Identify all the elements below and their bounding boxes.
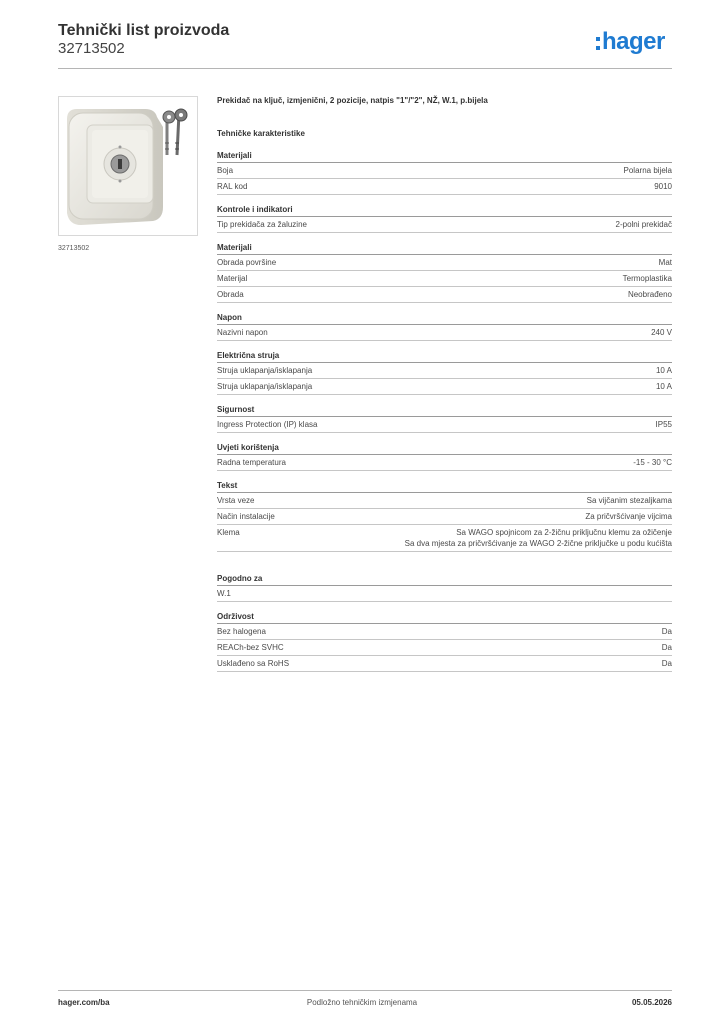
row-value: Mat — [658, 258, 672, 267]
group-title: Održivost — [217, 612, 672, 624]
footer-date: 05.05.2026 — [631, 998, 672, 1007]
product-description: Prekidač na ključ, izmjenični, 2 pozicije, natpis "1"/"2", NŽ, W.1, p.bijela — [217, 96, 488, 105]
row-value: -15 - 30 °C — [633, 458, 672, 467]
group-title: Pogodno za — [217, 574, 672, 586]
logo-dots-icon — [596, 37, 600, 55]
row-value: 9010 — [654, 182, 672, 191]
table-row — [217, 379, 672, 395]
row-value: Da — [661, 643, 672, 652]
table-row — [217, 217, 672, 233]
row-value: Neobrađeno — [627, 290, 672, 299]
group-operating-conditions — [217, 443, 672, 471]
row-label: Ingress Protection (IP) klasa — [217, 420, 318, 429]
group-title: Materijali — [217, 243, 672, 255]
header-divider — [58, 68, 672, 69]
group-text — [217, 481, 672, 552]
row-label: W.1 — [217, 589, 231, 598]
row-value: 10 A — [655, 366, 672, 375]
table-row — [217, 493, 672, 509]
row-label: Način instalacije — [217, 512, 275, 521]
row-label: Usklađeno sa RoHS — [217, 659, 290, 668]
table-row — [217, 179, 672, 195]
row-label: REACh-bez SVHC — [217, 643, 284, 652]
group-title: Električna struja — [217, 351, 672, 363]
group-title: Tekst — [217, 481, 672, 493]
row-label: Obrada površine — [217, 258, 277, 267]
group-materials-2 — [217, 243, 672, 303]
row-label: RAL kod — [217, 182, 248, 191]
row-label: Boja — [217, 166, 234, 175]
table-row — [217, 287, 672, 303]
table-row — [217, 163, 672, 179]
table-row — [217, 255, 672, 271]
logo-text: hager — [602, 28, 665, 55]
row-label: Radna temperatura — [217, 458, 286, 467]
table-row — [217, 586, 672, 602]
row-value: Sa vijčanim stezaljkama — [586, 496, 672, 505]
footer-disclaimer: Podložno tehničkim izmjenama — [306, 998, 418, 1007]
row-value: Za pričvršćivanje vijcima — [585, 512, 672, 521]
row-value: 2-polni prekidač — [615, 220, 672, 229]
product-code: 32713502 — [58, 40, 125, 57]
image-caption: 32713502 — [58, 245, 90, 252]
group-materials — [217, 151, 672, 195]
group-sustainability — [217, 612, 672, 672]
group-controls-indicators — [217, 205, 672, 233]
row-value: IP55 — [655, 420, 672, 429]
key-switch-product-photo — [59, 97, 197, 235]
row-label: Nazivni napon — [217, 328, 268, 337]
table-row — [217, 325, 672, 341]
table-row — [217, 624, 672, 640]
table-row — [217, 363, 672, 379]
row-value-line: Sa dva mjesta za pričvršćivanje za WAGO 2-žične priključke u podu kućišta — [404, 539, 672, 548]
row-label: Vrsta veze — [217, 496, 255, 505]
section-heading: Tehničke karakteristike — [217, 129, 305, 138]
row-label: Tip prekidača za žaluzine — [217, 220, 307, 229]
table-row — [217, 417, 672, 433]
group-title: Kontrole i indikatori — [217, 205, 672, 217]
row-value: Da — [661, 627, 672, 636]
footer-divider — [58, 990, 672, 991]
table-row — [217, 455, 672, 471]
group-title: Napon — [217, 313, 672, 325]
row-value — [405, 527, 672, 549]
group-suitable-for — [217, 574, 672, 602]
page-title: Tehnički list proizvoda — [58, 22, 230, 39]
group-current — [217, 351, 672, 395]
group-title: Materijali — [217, 151, 672, 163]
group-voltage — [217, 313, 672, 341]
table-row — [217, 509, 672, 525]
row-value: Polarna bijela — [623, 166, 672, 175]
row-label: Klema — [217, 528, 240, 537]
group-safety — [217, 405, 672, 433]
row-value: 10 A — [655, 382, 672, 391]
product-details — [217, 96, 672, 682]
group-title: Uvjeti korištenja — [217, 443, 672, 455]
footer-website-link[interactable]: hager.com/ba — [58, 998, 110, 1007]
row-value-line: Sa WAGO spojnicom za 2-žičnu priključnu klemu za ožičenje — [456, 528, 672, 537]
row-value: Termoplastika — [622, 274, 672, 283]
row-label: Materijal — [217, 274, 248, 283]
row-label: Struja uklapanja/isklapanja — [217, 382, 313, 391]
row-label: Bez halogena — [217, 627, 266, 636]
table-row — [217, 271, 672, 287]
row-value: Da — [661, 659, 672, 668]
table-row — [217, 525, 672, 552]
group-title: Sigurnost — [217, 405, 672, 417]
row-label: Obrada — [217, 290, 244, 299]
row-label: Struja uklapanja/isklapanja — [217, 366, 313, 375]
row-value: 240 V — [651, 328, 672, 337]
product-image — [58, 96, 198, 236]
table-row — [217, 640, 672, 656]
table-row — [217, 656, 672, 672]
